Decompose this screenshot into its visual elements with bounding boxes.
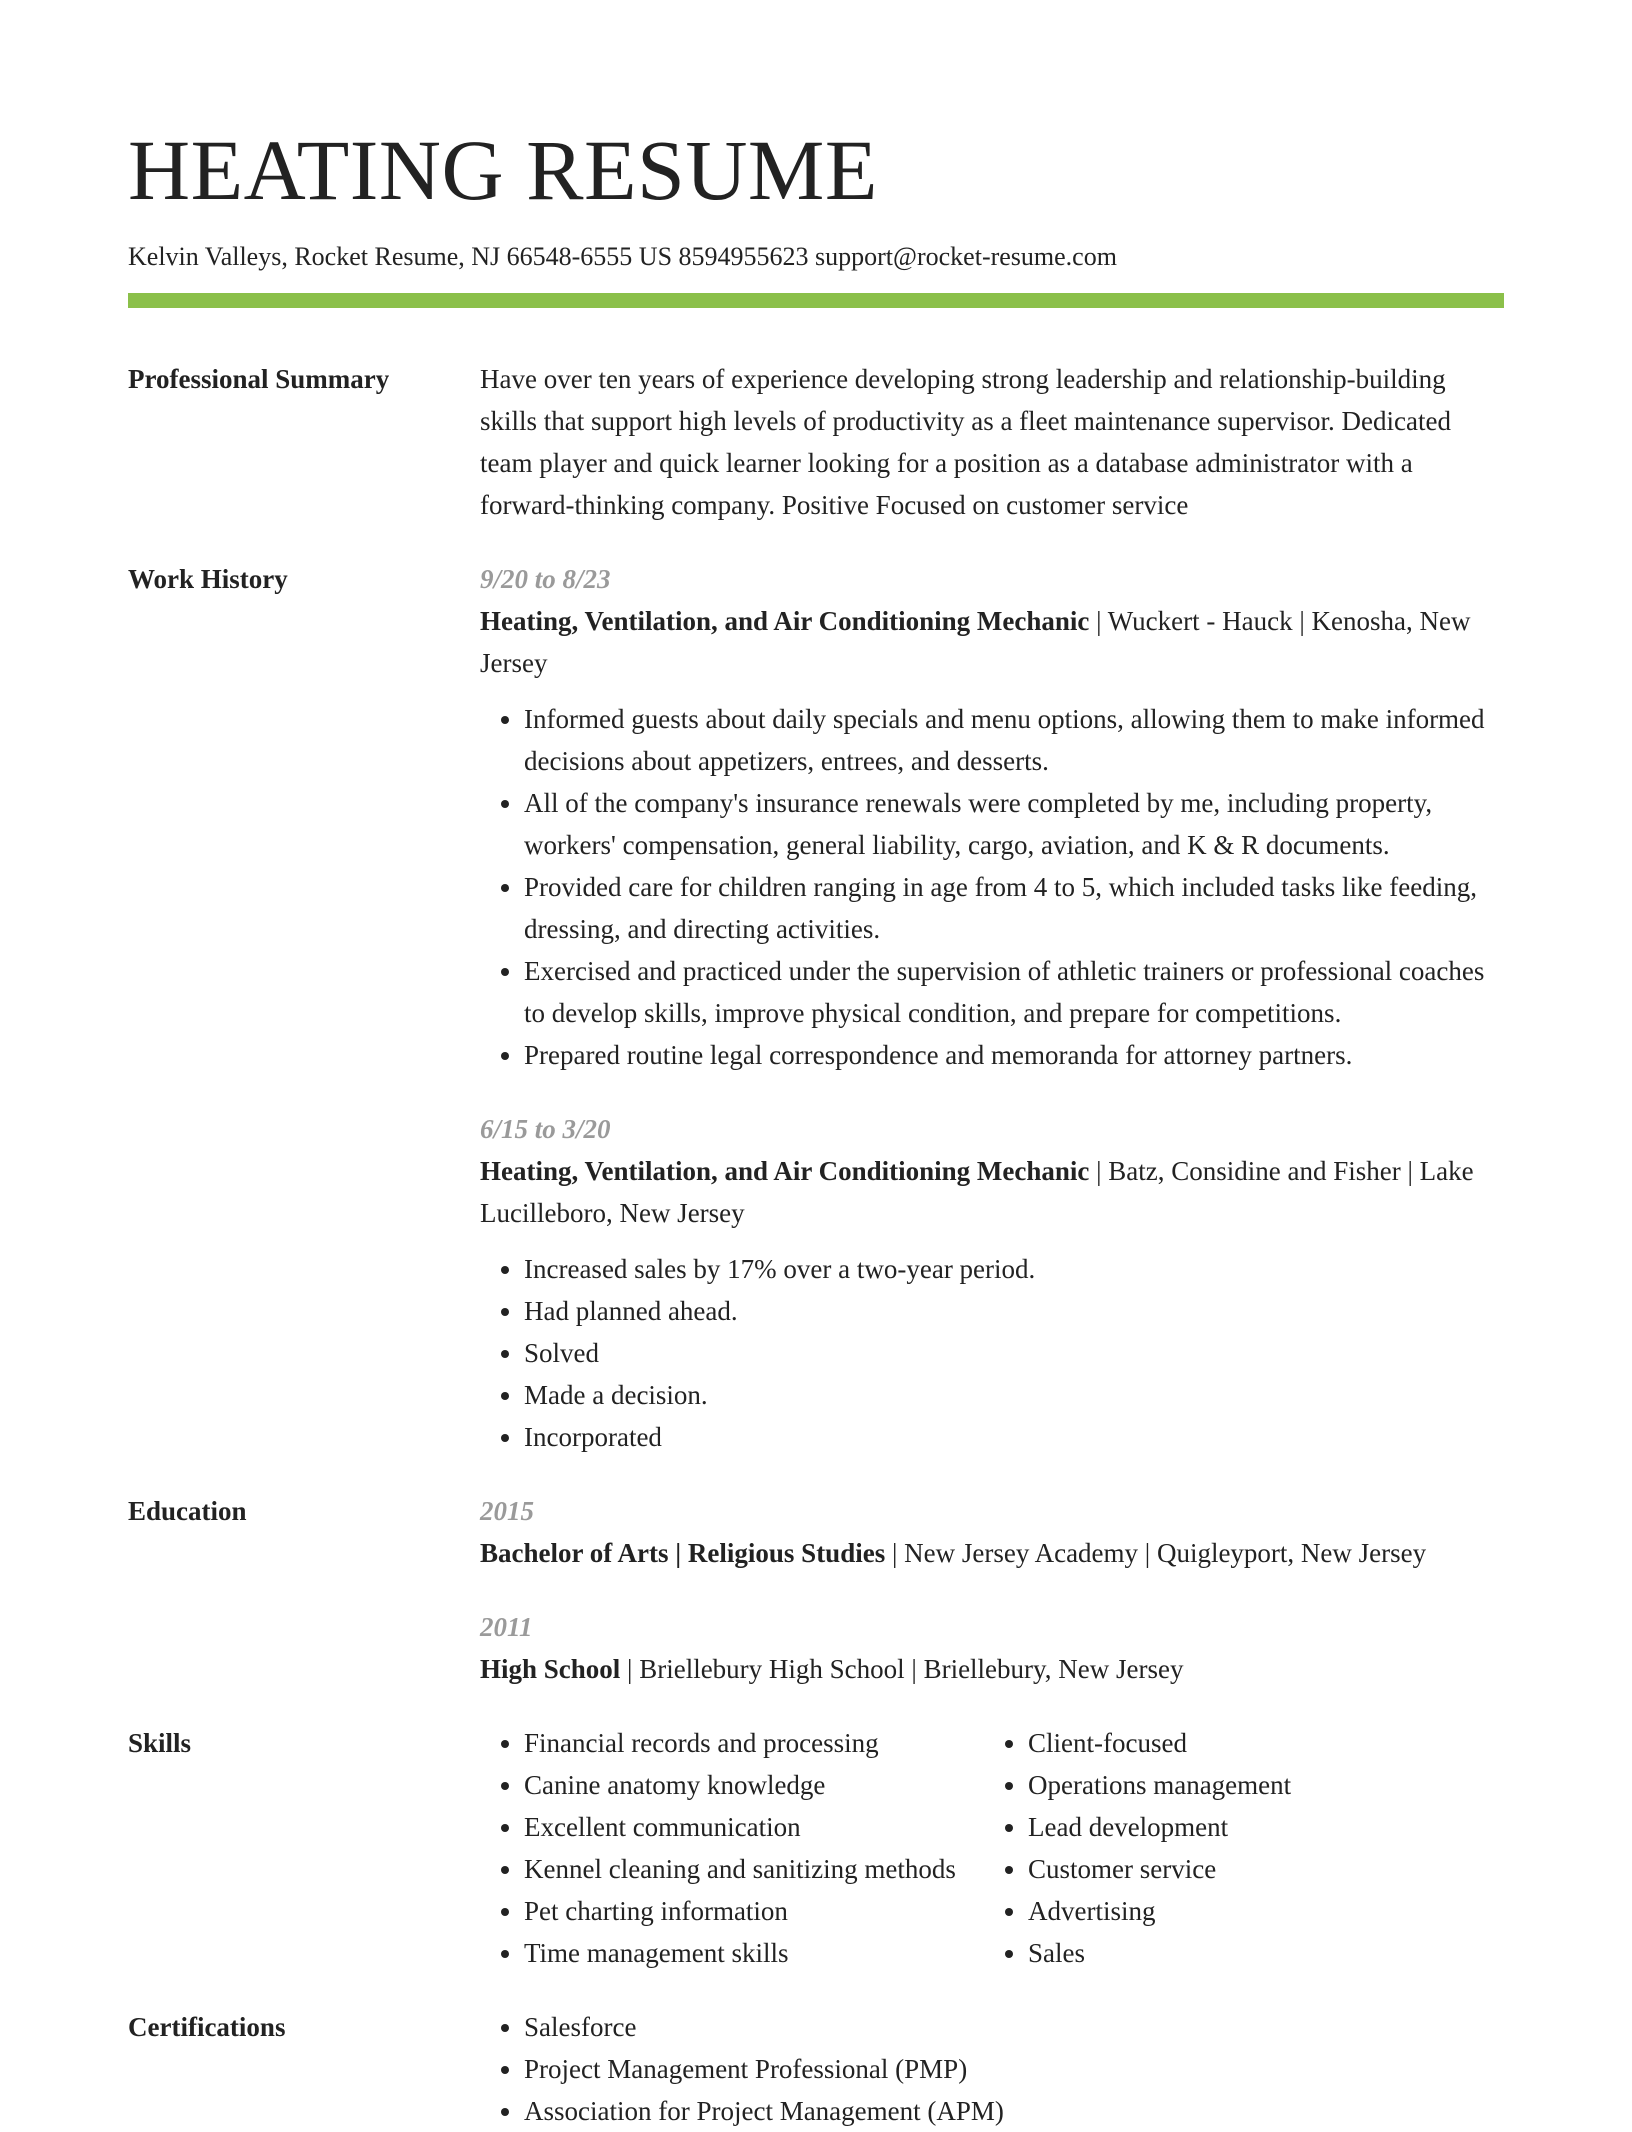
job-title: Heating, Ventilation, and Air Conditioning Mechanic: [480, 606, 1090, 636]
summary-text: Have over ten years of experience developing strong leadership and relationship-building skills that support high levels of productivity as a fleet maintenance supervisor. Dedicated team player and quick learner looking for a position as a database administrator with a forward-thinking company. Positive Focused on customer service: [480, 364, 1451, 520]
list-item: • Prepared routine legal correspondence and memoranda for attorney partners.: [524, 1034, 1504, 1076]
certifications-heading: Certifications: [128, 2012, 286, 2042]
skills-list-left: [480, 1722, 984, 1974]
certification-item: • Project Management Professional (PMP): [524, 2048, 1504, 2090]
skill-item: • Time management skills: [524, 1932, 984, 1974]
skill-item: • Client-focused: [1028, 1722, 1504, 1764]
work-history-section: [128, 558, 1504, 1458]
contact-line: Kelvin Valleys, Rocket Resume, NJ 66548-6555 US 8594955623 support@rocket-resume.com: [128, 242, 1117, 271]
skill-item: • Sales: [1028, 1932, 1504, 1974]
education-school: | New Jersey Academy | Quigleyport, New Jersey: [885, 1538, 1427, 1568]
certification-item: • Association for Project Management (APM): [524, 2090, 1504, 2132]
list-item: • Solved: [524, 1332, 1504, 1374]
job-bullets: [480, 1248, 1504, 1458]
education-entry: [480, 1490, 1504, 1574]
skills-section: [128, 1722, 1504, 1974]
summary-section: [128, 358, 1504, 526]
education-year: 2015: [480, 1496, 534, 1526]
education-heading: Education: [128, 1496, 247, 1526]
skills-heading: Skills: [128, 1728, 192, 1758]
summary-heading: Professional Summary: [128, 364, 390, 394]
certifications-list: [480, 2006, 1504, 2132]
skill-item: • Kennel cleaning and sanitizing methods: [524, 1848, 984, 1890]
job-bullets: [480, 698, 1504, 1076]
job-entry: [480, 558, 1504, 1076]
resume-page: [128, 0, 1504, 2132]
skill-item: • Pet charting information: [524, 1890, 984, 1932]
skill-item: • Advertising: [1028, 1890, 1504, 1932]
certifications-section: [128, 2006, 1504, 2132]
job-employer-location: | Wuckert - Hauck | Kenosha, New Jersey: [480, 606, 1471, 678]
skill-item: • Excellent communication: [524, 1806, 984, 1848]
job-dates: 6/15 to 3/20: [480, 1114, 611, 1144]
list-item: • Provided care for children ranging in age from 4 to 5, which included tasks like feeding, dressing, and directing activities.: [524, 866, 1504, 950]
work-history-heading: Work History: [128, 564, 288, 594]
list-item: • Had planned ahead.: [524, 1290, 1504, 1332]
list-item: • Exercised and practiced under the supervision of athletic trainers or professional coaches to develop skills, improve physical condition, and prepare for competitions.: [524, 950, 1504, 1034]
skill-item: • Lead development: [1028, 1806, 1504, 1848]
education-entry: [480, 1606, 1504, 1690]
list-item: • Increased sales by 17% over a two-year period.: [524, 1248, 1504, 1290]
list-item: • Made a decision.: [524, 1374, 1504, 1416]
education-degree: High School: [480, 1654, 621, 1684]
list-item: • Incorporated: [524, 1416, 1504, 1458]
resume-name: HEATING RESUME: [128, 122, 878, 218]
job-heading: [480, 600, 1504, 684]
education-degree: Bachelor of Arts | Religious Studies: [480, 1538, 886, 1568]
skill-item: • Canine anatomy knowledge: [524, 1764, 984, 1806]
job-employer-location: | Batz, Considine and Fisher | Lake Lucilleboro, New Jersey: [480, 1156, 1474, 1228]
skill-item: • Customer service: [1028, 1848, 1504, 1890]
education-section: [128, 1490, 1504, 1690]
job-entry: [480, 1108, 1504, 1458]
list-item: • All of the company's insurance renewals were completed by me, including property, workers' compensation, general liability, cargo, aviation, and K & R documents.: [524, 782, 1504, 866]
job-dates: 9/20 to 8/23: [480, 564, 611, 594]
skills-list-right: [984, 1722, 1504, 1974]
job-heading: [480, 1150, 1504, 1234]
skill-item: • Financial records and processing: [524, 1722, 984, 1764]
education-year: 2011: [480, 1612, 533, 1642]
accent-divider: [128, 293, 1504, 308]
list-item: • Informed guests about daily specials and menu options, allowing them to make informed decisions about appetizers, entrees, and desserts.: [524, 698, 1504, 782]
certification-item: • Salesforce: [524, 2006, 1504, 2048]
job-title: Heating, Ventilation, and Air Conditioning Mechanic: [480, 1156, 1090, 1186]
skill-item: • Operations management: [1028, 1764, 1504, 1806]
education-school: | Briellebury High School | Briellebury, New Jersey: [620, 1654, 1184, 1684]
